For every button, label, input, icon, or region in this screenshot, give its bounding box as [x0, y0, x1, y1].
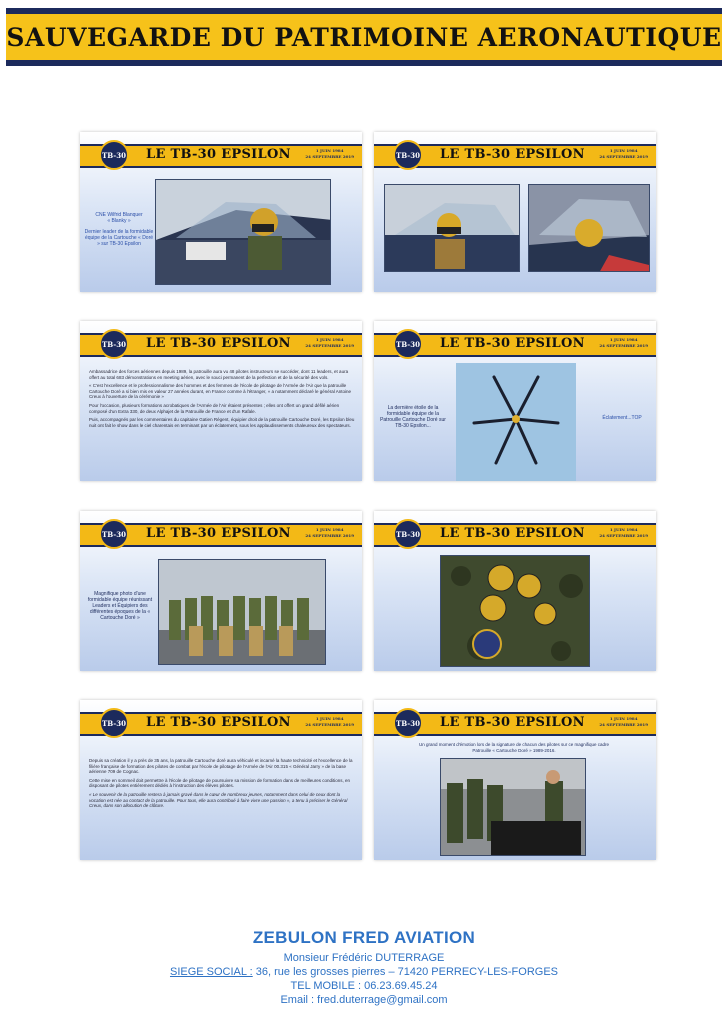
slide-date-start: 1 JUIN 1984 — [315, 716, 344, 721]
page-title: SAUVEGARDE DU PATRIMOINE AERONAUTIQUE — [6, 22, 722, 52]
company-name: ZEBULON FRED AVIATION — [252, 928, 476, 947]
slide-date-end: 24 SEPTEMBRE 2019 — [599, 722, 648, 727]
epsilon-logo: TB-30 — [99, 140, 129, 170]
caption-text: Dernier leader de la formidable équipe de la Cartouche « Doré » sur TB-30 Epsilon — [84, 229, 154, 247]
helmets-photo — [440, 555, 590, 667]
phone-line: TEL MOBILE : 06.23.69.45.24 — [290, 980, 438, 992]
paragraph: « Le souvenir de la patrouille restera à jamais gravé dans le cœur de nombreux jeunes, notamment dans celui de ceux dont la vocation est née au contact de la patrouille. Pour tous, elle aura contribué à faire vivre une passion », a tenu à préciser le Général Creux, dans son allocution de clôture. — [89, 791, 348, 809]
slide-7 — [80, 700, 362, 860]
slide-caption: Un grand moment d'émotion lors de la signature de chacun des pilotes sur ce magnifique cadre Patrouille « Cartouche Doré » 1989-2016. — [419, 742, 609, 753]
paragraph: Pour l'occasion, plusieurs formations acrobatiques de l'Armée de l'Air étaient présentes ; elles ont offert un grand défilé aérien composé d'un Extra 330, de deux Alphajet de la Patrouille de France et d'un Rafale. — [89, 402, 340, 414]
address-text: 36, rue les grosses pierres – 71420 PERRECY-LES-FORGES — [252, 966, 559, 978]
slide-body-text — [89, 369, 355, 431]
slide-dates — [305, 148, 354, 160]
signing-ceremony-photo — [440, 758, 586, 856]
slide-caption-right: Éclatement...TOP — [602, 415, 642, 421]
epsilon-logo: TB-30 — [393, 519, 423, 549]
slide-8 — [374, 700, 656, 860]
slide-title: LE TB-30 EPSILON — [440, 336, 585, 351]
slide-date-start: 1 JUIN 1984 — [315, 527, 344, 532]
slide-caption: La dernière étoile de la formidable équipe de la Patrouille Cartouche Doré sur TB-30 Epsilon... — [380, 405, 446, 429]
slide-dates — [599, 337, 648, 349]
paragraph: Puis, accompagnés par les commentaires du capitaine Gatien Régent, équipier droit de la patrouille Cartouche Doré, les Epsilon bleu nuit ont fait le show dans le ciel charentais en terminant par un éclatement, sous les applaudissements chaleureux des spectateurs. — [89, 417, 355, 428]
slide-caption: Magnifique photo d'une formidable équipe réunissant Leaders et Équipiers des différentes époques de la « Cartouche Doré » — [87, 591, 153, 621]
slide-date-end: 24 SEPTEMBRE 2019 — [305, 722, 354, 727]
slide-4 — [374, 321, 656, 481]
slide-2 — [374, 132, 656, 292]
slide-date-end: 24 SEPTEMBRE 2019 — [599, 533, 648, 538]
epsilon-logo: TB-30 — [393, 140, 423, 170]
slide-date-start: 1 JUIN 1984 — [609, 148, 638, 153]
address-label: SIEGE SOCIAL : — [169, 966, 253, 978]
slide-5 — [80, 511, 362, 671]
slide-title: LE TB-30 EPSILON — [146, 147, 291, 162]
caption-name: CNE Wilfrid Blanquer — [95, 212, 143, 218]
slide-date-start: 1 JUIN 1984 — [315, 148, 344, 153]
epsilon-logo: TB-30 — [99, 329, 129, 359]
epsilon-logo: TB-30 — [99, 708, 129, 738]
slide-date-end: 24 SEPTEMBRE 2019 — [305, 343, 354, 348]
email-line[interactable]: Email : fred.duterrage@gmail.com — [280, 994, 448, 1006]
slide-date-start: 1 JUIN 1984 — [609, 527, 638, 532]
slide-3 — [80, 321, 362, 481]
slide-date-end: 24 SEPTEMBRE 2019 — [599, 343, 648, 348]
slide-date-start: 1 JUIN 1984 — [609, 337, 638, 342]
slide-caption — [84, 212, 154, 247]
slide-body-text — [89, 758, 355, 812]
caption-nickname: « Blanky » — [107, 218, 131, 224]
slide-dates — [599, 716, 648, 728]
contact-footer — [0, 928, 728, 1007]
epsilon-logo: TB-30 — [393, 708, 423, 738]
helmet-on-aircraft-photo — [528, 184, 650, 272]
slide-title: LE TB-30 EPSILON — [440, 526, 585, 541]
epsilon-logo: TB-30 — [393, 329, 423, 359]
slide-title: LE TB-30 EPSILON — [146, 336, 291, 351]
slide-6 — [374, 511, 656, 671]
slide-date-end: 24 SEPTEMBRE 2019 — [305, 533, 354, 538]
slide-date-start: 1 JUIN 1984 — [609, 716, 638, 721]
slide-dates — [305, 337, 354, 349]
paragraph: « C'est l'excellence et le professionnalisme des hommes et des femmes de l'école de pilotage de l'Armée de l'Air que la patrouille Cartouche Doré a si bien mis en valeur 27 années durant, en France comme à l'étranger, » a notamment déclaré le général Antoine Creux à l'ouverture de la cérémonie » — [89, 383, 352, 400]
slide-1 — [80, 132, 362, 292]
slide-dates — [599, 527, 648, 539]
slide-date-start: 1 JUIN 1984 — [315, 337, 344, 342]
paragraph: Cette mise en sommeil doit permettre à l'école de pilotage de poursuivre sa mission de formation dans de meilleures conditions, en disposant de pilotes entièrement dédiés à l'instruction des élèves pilotes. — [89, 777, 350, 789]
contact-name: Monsieur Frédéric DUTERRAGE — [283, 952, 445, 964]
paragraph: Ambassadrice des forces aériennes depuis 1989, la patrouille aura vu 48 pilotes instructeurs se succéder, dont 11 leaders, et aura offert au total 683 démonstrations en meeting aérien, avec le souci permanent de la perfection et de la sécurité des vols. — [89, 369, 349, 380]
slide-title: LE TB-30 EPSILON — [440, 147, 585, 162]
formation-burst-photo — [456, 363, 576, 481]
epsilon-logo: TB-30 — [99, 519, 129, 549]
slide-date-end: 24 SEPTEMBRE 2019 — [305, 154, 354, 159]
address-line — [0, 965, 728, 979]
team-group-photo — [158, 559, 326, 665]
slide-dates — [305, 716, 354, 728]
paragraph: Depuis sa création il y a près de 35 ans, la patrouille Cartouche doré aura véhiculé et incarné la haute technicité et l'excellence de la filière française de formation des pilotes de combat par l'école de pilotage de l'Armée de l'Air 00.315 « Général Jarry » de la base aérienne 709 de Cognac. — [89, 758, 353, 775]
slide-title: LE TB-30 EPSILON — [146, 526, 291, 541]
page-header-banner — [6, 8, 722, 66]
slide-dates — [599, 148, 648, 160]
slide-title: LE TB-30 EPSILON — [440, 715, 585, 730]
slide-title: LE TB-30 EPSILON — [146, 715, 291, 730]
slide-dates — [305, 527, 354, 539]
slide-date-end: 24 SEPTEMBRE 2019 — [599, 154, 648, 159]
pilot-in-cockpit-photo — [384, 184, 520, 272]
cockpit-pilot-photo — [155, 179, 331, 285]
